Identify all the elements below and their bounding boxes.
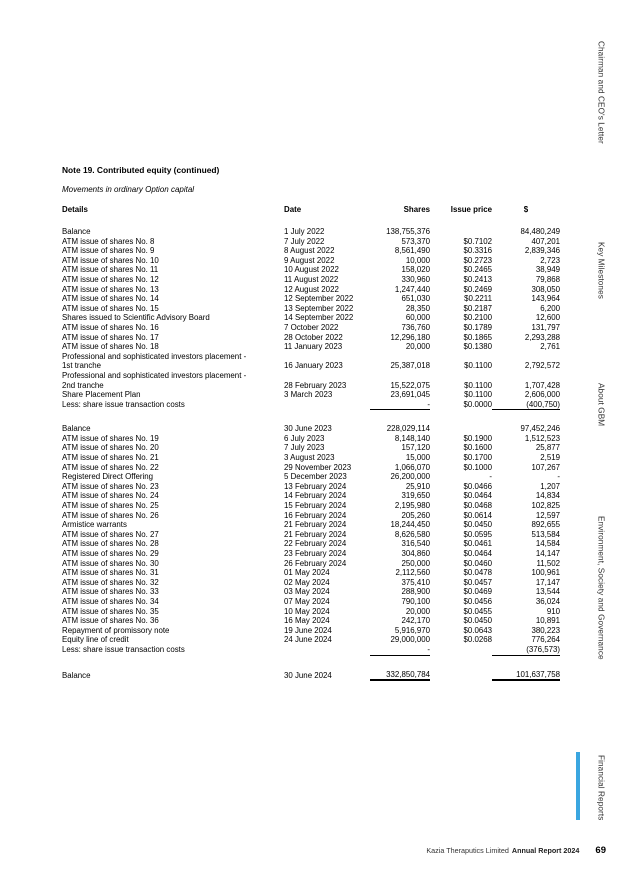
table-row bbox=[62, 361, 560, 371]
cell-amount: 776,264 bbox=[531, 635, 560, 645]
cell-date: 11 August 2022 bbox=[284, 274, 339, 284]
tab-key-milestones[interactable] bbox=[586, 225, 616, 315]
table-row bbox=[62, 371, 560, 381]
header-shares: Shares bbox=[403, 205, 430, 215]
cell-amount: 2,606,000 bbox=[524, 390, 560, 400]
cell-amount: 10,891 bbox=[535, 616, 560, 626]
cell-date: 9 August 2022 bbox=[284, 255, 335, 265]
tab-label: About GBM bbox=[596, 383, 606, 427]
footer-company: Kazia Theraputics Limited bbox=[426, 846, 509, 855]
cell-details: ATM issue of shares No. 34 bbox=[62, 596, 159, 606]
cell-details: Professional and sophisticated investors placement - bbox=[62, 370, 247, 380]
cell-shares: 25,387,018 bbox=[390, 361, 430, 371]
cell-amount: 13,544 bbox=[535, 587, 560, 597]
cell-issue-price: $0.0450 bbox=[463, 616, 492, 626]
active-tab-indicator bbox=[576, 752, 580, 820]
cell-details: ATM issue of shares No. 10 bbox=[62, 255, 159, 265]
cell-details: Professional and sophisticated investors placement - bbox=[62, 351, 247, 361]
cell-issue-price: $0.0457 bbox=[463, 577, 492, 587]
cell-amount: 102,825 bbox=[531, 501, 560, 511]
cell-issue-price: $0.1100 bbox=[464, 361, 492, 371]
table-row bbox=[62, 381, 560, 391]
section-tabs bbox=[586, 0, 616, 830]
cell-amount: 84,480,249 bbox=[520, 227, 560, 236]
table-row bbox=[62, 313, 560, 323]
cell-details: ATM issue of shares No. 13 bbox=[62, 284, 159, 294]
cell-issue-price: $0.1100 bbox=[464, 380, 492, 390]
cell-details: Repayment of promissory note bbox=[62, 625, 170, 635]
cell-issue-price: - bbox=[489, 472, 492, 482]
cell-shares: - bbox=[370, 400, 430, 410]
cell-date bbox=[284, 645, 370, 655]
tab-label: Key Milestones bbox=[596, 241, 606, 299]
cell-shares: 25,910 bbox=[405, 481, 430, 491]
table-row bbox=[62, 670, 560, 681]
table-row bbox=[62, 559, 560, 569]
page-footer bbox=[300, 845, 606, 856]
table-row bbox=[62, 265, 560, 275]
cell-date: 11 January 2023 bbox=[284, 342, 343, 352]
cell-date: 7 July 2022 bbox=[284, 236, 325, 246]
cell-amount: 308,050 bbox=[531, 284, 560, 294]
cell-date: 14 September 2022 bbox=[284, 313, 354, 323]
cell-details: ATM issue of shares No. 27 bbox=[62, 529, 159, 539]
tab-label: Chairman and CEO's Letter bbox=[596, 41, 606, 144]
cell-amount: 513,584 bbox=[531, 529, 560, 539]
cell-issue-price: $0.0460 bbox=[463, 558, 492, 568]
cell-shares: 10,000 bbox=[405, 255, 430, 265]
cell-shares: 573,370 bbox=[401, 236, 430, 246]
cell-issue-price: $0.0456 bbox=[463, 596, 492, 606]
table-row bbox=[62, 400, 560, 410]
cell-date: 21 February 2024 bbox=[284, 529, 347, 539]
cell-details: Balance bbox=[62, 424, 91, 434]
cell-amount bbox=[492, 352, 560, 362]
cell-shares: 157,120 bbox=[401, 443, 430, 453]
cell-details: 2nd tranche bbox=[62, 380, 104, 390]
cell-amount: 2,839,346 bbox=[524, 246, 560, 256]
table-row bbox=[62, 530, 560, 540]
cell-issue-price: $0.0464 bbox=[463, 491, 492, 501]
tab-environment-society-governance[interactable] bbox=[586, 505, 616, 670]
cell-issue-price: $0.0643 bbox=[463, 625, 492, 635]
cell-date: 13 September 2022 bbox=[284, 303, 354, 313]
table-header-row bbox=[62, 203, 560, 217]
cell-amount: 25,877 bbox=[535, 443, 560, 453]
cell-issue-price bbox=[430, 352, 492, 362]
cell-details: ATM issue of shares No. 17 bbox=[62, 332, 159, 342]
cell-date: 03 May 2024 bbox=[284, 587, 330, 597]
cell-details: ATM issue of shares No. 32 bbox=[62, 577, 159, 587]
cell-issue-price: $0.2723 bbox=[463, 255, 492, 265]
cell-date: 3 August 2023 bbox=[284, 453, 335, 463]
cell-shares: - bbox=[370, 645, 430, 655]
spacer-row bbox=[62, 655, 560, 670]
table-row bbox=[62, 434, 560, 444]
cell-details: ATM issue of shares No. 26 bbox=[62, 510, 159, 520]
cell-date: 16 May 2024 bbox=[284, 616, 330, 626]
table-row bbox=[62, 539, 560, 549]
cell-details: Equity line of credit bbox=[62, 635, 129, 645]
cell-amount: 14,834 bbox=[535, 491, 560, 501]
header-amount: $ bbox=[523, 205, 529, 215]
table-row bbox=[62, 323, 560, 333]
cell-amount: 6,200 bbox=[540, 303, 560, 313]
table-row bbox=[62, 482, 560, 492]
table-row bbox=[62, 237, 560, 247]
cell-amount: 101,637,758 bbox=[492, 670, 560, 681]
cell-date: 02 May 2024 bbox=[284, 577, 330, 587]
cell-shares: 1,247,440 bbox=[394, 284, 430, 294]
cell-shares: 2,112,560 bbox=[395, 568, 430, 578]
table-row bbox=[62, 443, 560, 453]
cell-shares: 60,000 bbox=[405, 313, 430, 323]
cell-details: ATM issue of shares No. 25 bbox=[62, 501, 159, 511]
cell-issue-price bbox=[430, 227, 492, 237]
table-row bbox=[62, 304, 560, 314]
cell-date: 28 February 2023 bbox=[284, 380, 347, 390]
cell-amount: 36,024 bbox=[535, 596, 560, 606]
cell-details: ATM issue of shares No. 30 bbox=[62, 558, 159, 568]
cell-shares: 316,540 bbox=[401, 539, 430, 549]
table-row bbox=[62, 227, 560, 237]
cell-date: 21 February 2024 bbox=[284, 520, 347, 530]
cell-issue-price: $0.0469 bbox=[463, 587, 492, 597]
table-row bbox=[62, 472, 560, 482]
cell-date: 6 July 2023 bbox=[284, 433, 325, 443]
cell-shares: 15,522,075 bbox=[390, 380, 430, 390]
cell-issue-price: $0.1000 bbox=[463, 462, 492, 472]
cell-amount: 2,723 bbox=[540, 255, 560, 265]
cell-details: ATM issue of shares No. 19 bbox=[62, 433, 159, 443]
cell-details: ATM issue of shares No. 35 bbox=[62, 606, 159, 616]
tab-financial-reports[interactable] bbox=[586, 750, 616, 825]
cell-details: Less: share issue transaction costs bbox=[62, 645, 185, 655]
cell-shares: 319,650 bbox=[401, 491, 430, 501]
cell-issue-price: $0.0466 bbox=[463, 481, 492, 491]
cell-shares: 23,691,045 bbox=[390, 390, 430, 400]
cell-date: 12 September 2022 bbox=[284, 294, 354, 304]
table-row bbox=[62, 568, 560, 578]
cell-details: ATM issue of shares No. 20 bbox=[62, 443, 159, 453]
note-title: Note 19. Contributed equity (continued) bbox=[62, 165, 220, 175]
cell-amount: 14,584 bbox=[535, 539, 560, 549]
cell-shares: 138,755,376 bbox=[386, 227, 430, 236]
cell-details: ATM issue of shares No. 31 bbox=[62, 568, 159, 578]
cell-details: ATM issue of shares No. 36 bbox=[62, 616, 159, 626]
cell-date: 26 February 2024 bbox=[284, 558, 347, 568]
cell-issue-price: $0.0468 bbox=[463, 501, 492, 511]
cell-issue-price: $0.3316 bbox=[463, 246, 492, 256]
cell-issue-price: $0.1600 bbox=[463, 443, 492, 453]
cell-shares: 2,195,980 bbox=[394, 501, 430, 511]
cell-shares: 29,000,000 bbox=[390, 635, 430, 645]
cell-amount: 1,512,523 bbox=[524, 433, 560, 443]
cell-details: ATM issue of shares No. 18 bbox=[62, 342, 159, 352]
table-row bbox=[62, 635, 560, 645]
cell-date: 5 December 2023 bbox=[284, 472, 347, 482]
table-row bbox=[62, 626, 560, 636]
cell-amount: 2,519 bbox=[540, 453, 560, 463]
cell-issue-price: $0.0464 bbox=[463, 549, 492, 558]
tab-chairman-ceo-letter[interactable] bbox=[586, 30, 616, 155]
cell-amount: - bbox=[557, 472, 560, 482]
cell-amount: 17,147 bbox=[535, 577, 560, 587]
cell-date: 01 May 2024 bbox=[284, 568, 330, 578]
cell-amount bbox=[492, 371, 560, 381]
table-row bbox=[62, 285, 560, 295]
cell-date: 10 August 2022 bbox=[284, 265, 339, 275]
cell-shares: 15,000 bbox=[405, 453, 430, 463]
cell-issue-price: $0.2413 bbox=[463, 274, 492, 284]
cell-details: ATM issue of shares No. 21 bbox=[62, 453, 159, 463]
cell-issue-price: $0.7102 bbox=[463, 236, 492, 246]
tab-about-gbm[interactable] bbox=[586, 370, 616, 440]
cell-issue-price: $0.0478 bbox=[463, 568, 492, 578]
cell-amount: 11,502 bbox=[536, 558, 560, 568]
cell-details: ATM issue of shares No. 22 bbox=[62, 462, 159, 472]
cell-amount: 407,201 bbox=[531, 236, 560, 246]
table-subtitle: Movements in ordinary Option capital bbox=[62, 185, 195, 194]
cell-date: 07 May 2024 bbox=[284, 596, 330, 606]
cell-date: 3 March 2023 bbox=[284, 390, 333, 400]
table-row bbox=[62, 342, 560, 352]
cell-date: 19 June 2024 bbox=[284, 625, 332, 635]
cell-date: 16 January 2023 bbox=[284, 361, 343, 371]
cell-details: ATM issue of shares No. 33 bbox=[62, 587, 159, 597]
cell-date bbox=[284, 371, 370, 381]
cell-shares: 330,960 bbox=[401, 274, 430, 284]
cell-amount: 143,964 bbox=[531, 294, 560, 304]
cell-issue-price bbox=[430, 424, 492, 434]
cell-issue-price: $0.0268 bbox=[463, 635, 492, 645]
cell-shares bbox=[370, 352, 430, 362]
header-details: Details bbox=[62, 205, 88, 215]
cell-amount: 380,223 bbox=[531, 625, 560, 635]
spacer-row bbox=[62, 410, 560, 425]
cell-details: Balance bbox=[62, 227, 91, 236]
page-number: 69 bbox=[595, 845, 606, 856]
cell-date: 30 June 2023 bbox=[284, 424, 332, 434]
cell-shares: 250,000 bbox=[401, 558, 430, 568]
cell-amount: 892,655 bbox=[531, 520, 560, 530]
table-row bbox=[62, 275, 560, 285]
cell-shares: 242,170 bbox=[401, 616, 430, 626]
cell-issue-price: $0.1100 bbox=[464, 390, 492, 400]
cell-date: 29 November 2023 bbox=[284, 462, 352, 472]
cell-date: 14 February 2024 bbox=[284, 491, 347, 501]
cell-date: 16 February 2024 bbox=[284, 510, 347, 520]
cell-date: 12 August 2022 bbox=[284, 284, 339, 294]
header-issue-price: Issue price bbox=[450, 205, 492, 215]
cell-details: ATM issue of shares No. 29 bbox=[62, 549, 159, 558]
cell-amount: 1,707,428 bbox=[524, 380, 560, 390]
table-row bbox=[62, 424, 560, 434]
table-row bbox=[62, 501, 560, 511]
cell-details: Shares issued to Scientific Advisory Board bbox=[62, 313, 210, 323]
cell-amount: 2,792,572 bbox=[524, 361, 560, 371]
cell-amount: 12,597 bbox=[535, 510, 560, 520]
cell-amount: 100,961 bbox=[531, 568, 560, 578]
cell-issue-price: $0.2100 bbox=[463, 313, 492, 323]
table-row bbox=[62, 294, 560, 304]
cell-issue-price: $0.2469 bbox=[463, 284, 492, 294]
cell-date: 10 May 2024 bbox=[284, 606, 330, 616]
tab-label: Environment, Society and Governance bbox=[596, 515, 606, 660]
cell-details: ATM issue of shares No. 23 bbox=[62, 481, 159, 491]
cell-details: ATM issue of shares No. 28 bbox=[62, 539, 159, 549]
cell-issue-price bbox=[430, 670, 492, 681]
cell-date: 28 October 2022 bbox=[284, 332, 343, 342]
table-row bbox=[62, 453, 560, 463]
cell-amount: 107,267 bbox=[531, 462, 560, 472]
cell-details: ATM issue of shares No. 11 bbox=[62, 265, 159, 275]
table-row bbox=[62, 549, 560, 559]
cell-issue-price: $0.0450 bbox=[463, 520, 492, 530]
cell-shares: 205,260 bbox=[401, 510, 430, 520]
cell-issue-price bbox=[430, 371, 492, 381]
cell-issue-price: $0.2465 bbox=[463, 265, 492, 275]
table-row bbox=[62, 390, 560, 400]
cell-shares: 736,760 bbox=[401, 322, 430, 332]
cell-issue-price: $0.1865 bbox=[463, 332, 492, 342]
table-row bbox=[62, 333, 560, 343]
cell-shares: 332,850,784 bbox=[370, 670, 430, 681]
cell-amount: (376,573) bbox=[492, 645, 560, 655]
cell-shares: 18,244,450 bbox=[390, 520, 430, 530]
header-date: Date bbox=[284, 205, 302, 215]
cell-details: Less: share issue transaction costs bbox=[62, 400, 185, 410]
table-row bbox=[62, 645, 560, 655]
cell-amount: 1,207 bbox=[540, 481, 560, 491]
cell-date bbox=[284, 400, 370, 410]
cell-date: 7 October 2022 bbox=[284, 322, 339, 332]
cell-amount: 2,293,288 bbox=[524, 332, 560, 342]
cell-date: 13 February 2024 bbox=[284, 481, 347, 491]
table-row bbox=[62, 587, 560, 597]
cell-shares: 28,350 bbox=[405, 303, 430, 313]
cell-shares: 20,000 bbox=[405, 342, 430, 352]
cell-details: ATM issue of shares No. 16 bbox=[62, 322, 159, 332]
table-row bbox=[62, 597, 560, 607]
cell-date: 30 June 2024 bbox=[284, 670, 332, 680]
cell-issue-price: $0.0000 bbox=[463, 400, 492, 410]
tab-label: Financial Reports bbox=[596, 754, 606, 821]
cell-shares: 375,410 bbox=[401, 577, 430, 587]
cell-details: ATM issue of shares No. 9 bbox=[62, 246, 155, 256]
footer-report-title: Annual Report 2024 bbox=[511, 846, 580, 855]
table-body bbox=[62, 227, 560, 680]
cell-amount: 2,761 bbox=[540, 342, 560, 352]
table-row bbox=[62, 463, 560, 473]
cell-amount: 38,949 bbox=[535, 265, 560, 275]
table-row bbox=[62, 520, 560, 530]
cell-shares: 228,029,114 bbox=[386, 424, 430, 434]
cell-issue-price: $0.2187 bbox=[463, 303, 492, 313]
cell-details: ATM issue of shares No. 12 bbox=[62, 274, 159, 284]
cell-shares: 790,100 bbox=[401, 596, 430, 606]
table-row bbox=[62, 578, 560, 588]
cell-issue-price: $0.1789 bbox=[463, 322, 492, 332]
cell-shares: 304,860 bbox=[401, 549, 430, 558]
cell-issue-price: $0.1380 bbox=[463, 342, 492, 352]
equity-movements-table bbox=[62, 203, 560, 681]
cell-issue-price: $0.0455 bbox=[463, 606, 492, 616]
cell-shares bbox=[370, 371, 430, 381]
cell-details: Balance bbox=[62, 670, 91, 680]
cell-shares: 288,900 bbox=[401, 587, 430, 597]
cell-amount: (400,750) bbox=[492, 400, 560, 410]
table-row bbox=[62, 511, 560, 521]
cell-amount: 131,797 bbox=[531, 322, 560, 332]
cell-shares: 158,020 bbox=[401, 265, 430, 275]
table-row bbox=[62, 246, 560, 256]
cell-date: 7 July 2023 bbox=[284, 443, 325, 453]
note-content bbox=[62, 165, 562, 681]
cell-issue-price: $0.1900 bbox=[463, 433, 492, 443]
cell-date: 22 February 2024 bbox=[284, 539, 347, 549]
cell-issue-price: $0.2211 bbox=[464, 294, 492, 304]
cell-shares: 20,000 bbox=[405, 606, 430, 616]
cell-issue-price: $0.0614 bbox=[463, 510, 492, 520]
cell-shares: 12,296,180 bbox=[390, 332, 430, 342]
cell-date: 1 July 2022 bbox=[284, 227, 325, 236]
cell-shares: 651,030 bbox=[401, 294, 430, 304]
cell-date: 15 February 2024 bbox=[284, 501, 347, 511]
cell-details: Share Placement Plan bbox=[62, 390, 141, 400]
cell-issue-price: $0.0461 bbox=[463, 539, 492, 549]
cell-details: Armistice warrants bbox=[62, 520, 127, 530]
cell-details: ATM issue of shares No. 15 bbox=[62, 303, 159, 313]
cell-shares: 26,200,000 bbox=[390, 472, 430, 482]
cell-amount: 79,868 bbox=[535, 274, 560, 284]
table-row bbox=[62, 607, 560, 617]
cell-amount: 14,147 bbox=[535, 549, 560, 558]
cell-date: 23 February 2024 bbox=[284, 549, 347, 558]
cell-date bbox=[284, 352, 370, 362]
cell-shares: 5,916,970 bbox=[394, 625, 430, 635]
cell-amount: 910 bbox=[546, 606, 560, 616]
cell-date: 24 June 2024 bbox=[284, 635, 332, 645]
cell-shares: 8,561,490 bbox=[394, 246, 430, 256]
table-row bbox=[62, 491, 560, 501]
cell-issue-price: $0.1700 bbox=[463, 453, 492, 463]
cell-details: ATM issue of shares No. 14 bbox=[62, 294, 159, 304]
cell-amount: 97,452,246 bbox=[520, 424, 560, 434]
cell-shares: 8,148,140 bbox=[394, 433, 430, 443]
table-row bbox=[62, 256, 560, 266]
table-row bbox=[62, 616, 560, 626]
cell-details: Registered Direct Offering bbox=[62, 472, 154, 482]
cell-shares: 8,626,580 bbox=[394, 529, 430, 539]
cell-shares: 1,066,070 bbox=[394, 462, 430, 472]
cell-details: 1st tranche bbox=[62, 361, 102, 371]
cell-details: ATM issue of shares No. 24 bbox=[62, 491, 159, 501]
cell-issue-price: $0.0595 bbox=[463, 529, 492, 539]
cell-issue-price bbox=[430, 645, 492, 655]
table-row bbox=[62, 352, 560, 362]
cell-amount: 12,600 bbox=[535, 313, 560, 323]
cell-date: 8 August 2022 bbox=[284, 246, 335, 256]
cell-details: ATM issue of shares No. 8 bbox=[62, 236, 155, 246]
